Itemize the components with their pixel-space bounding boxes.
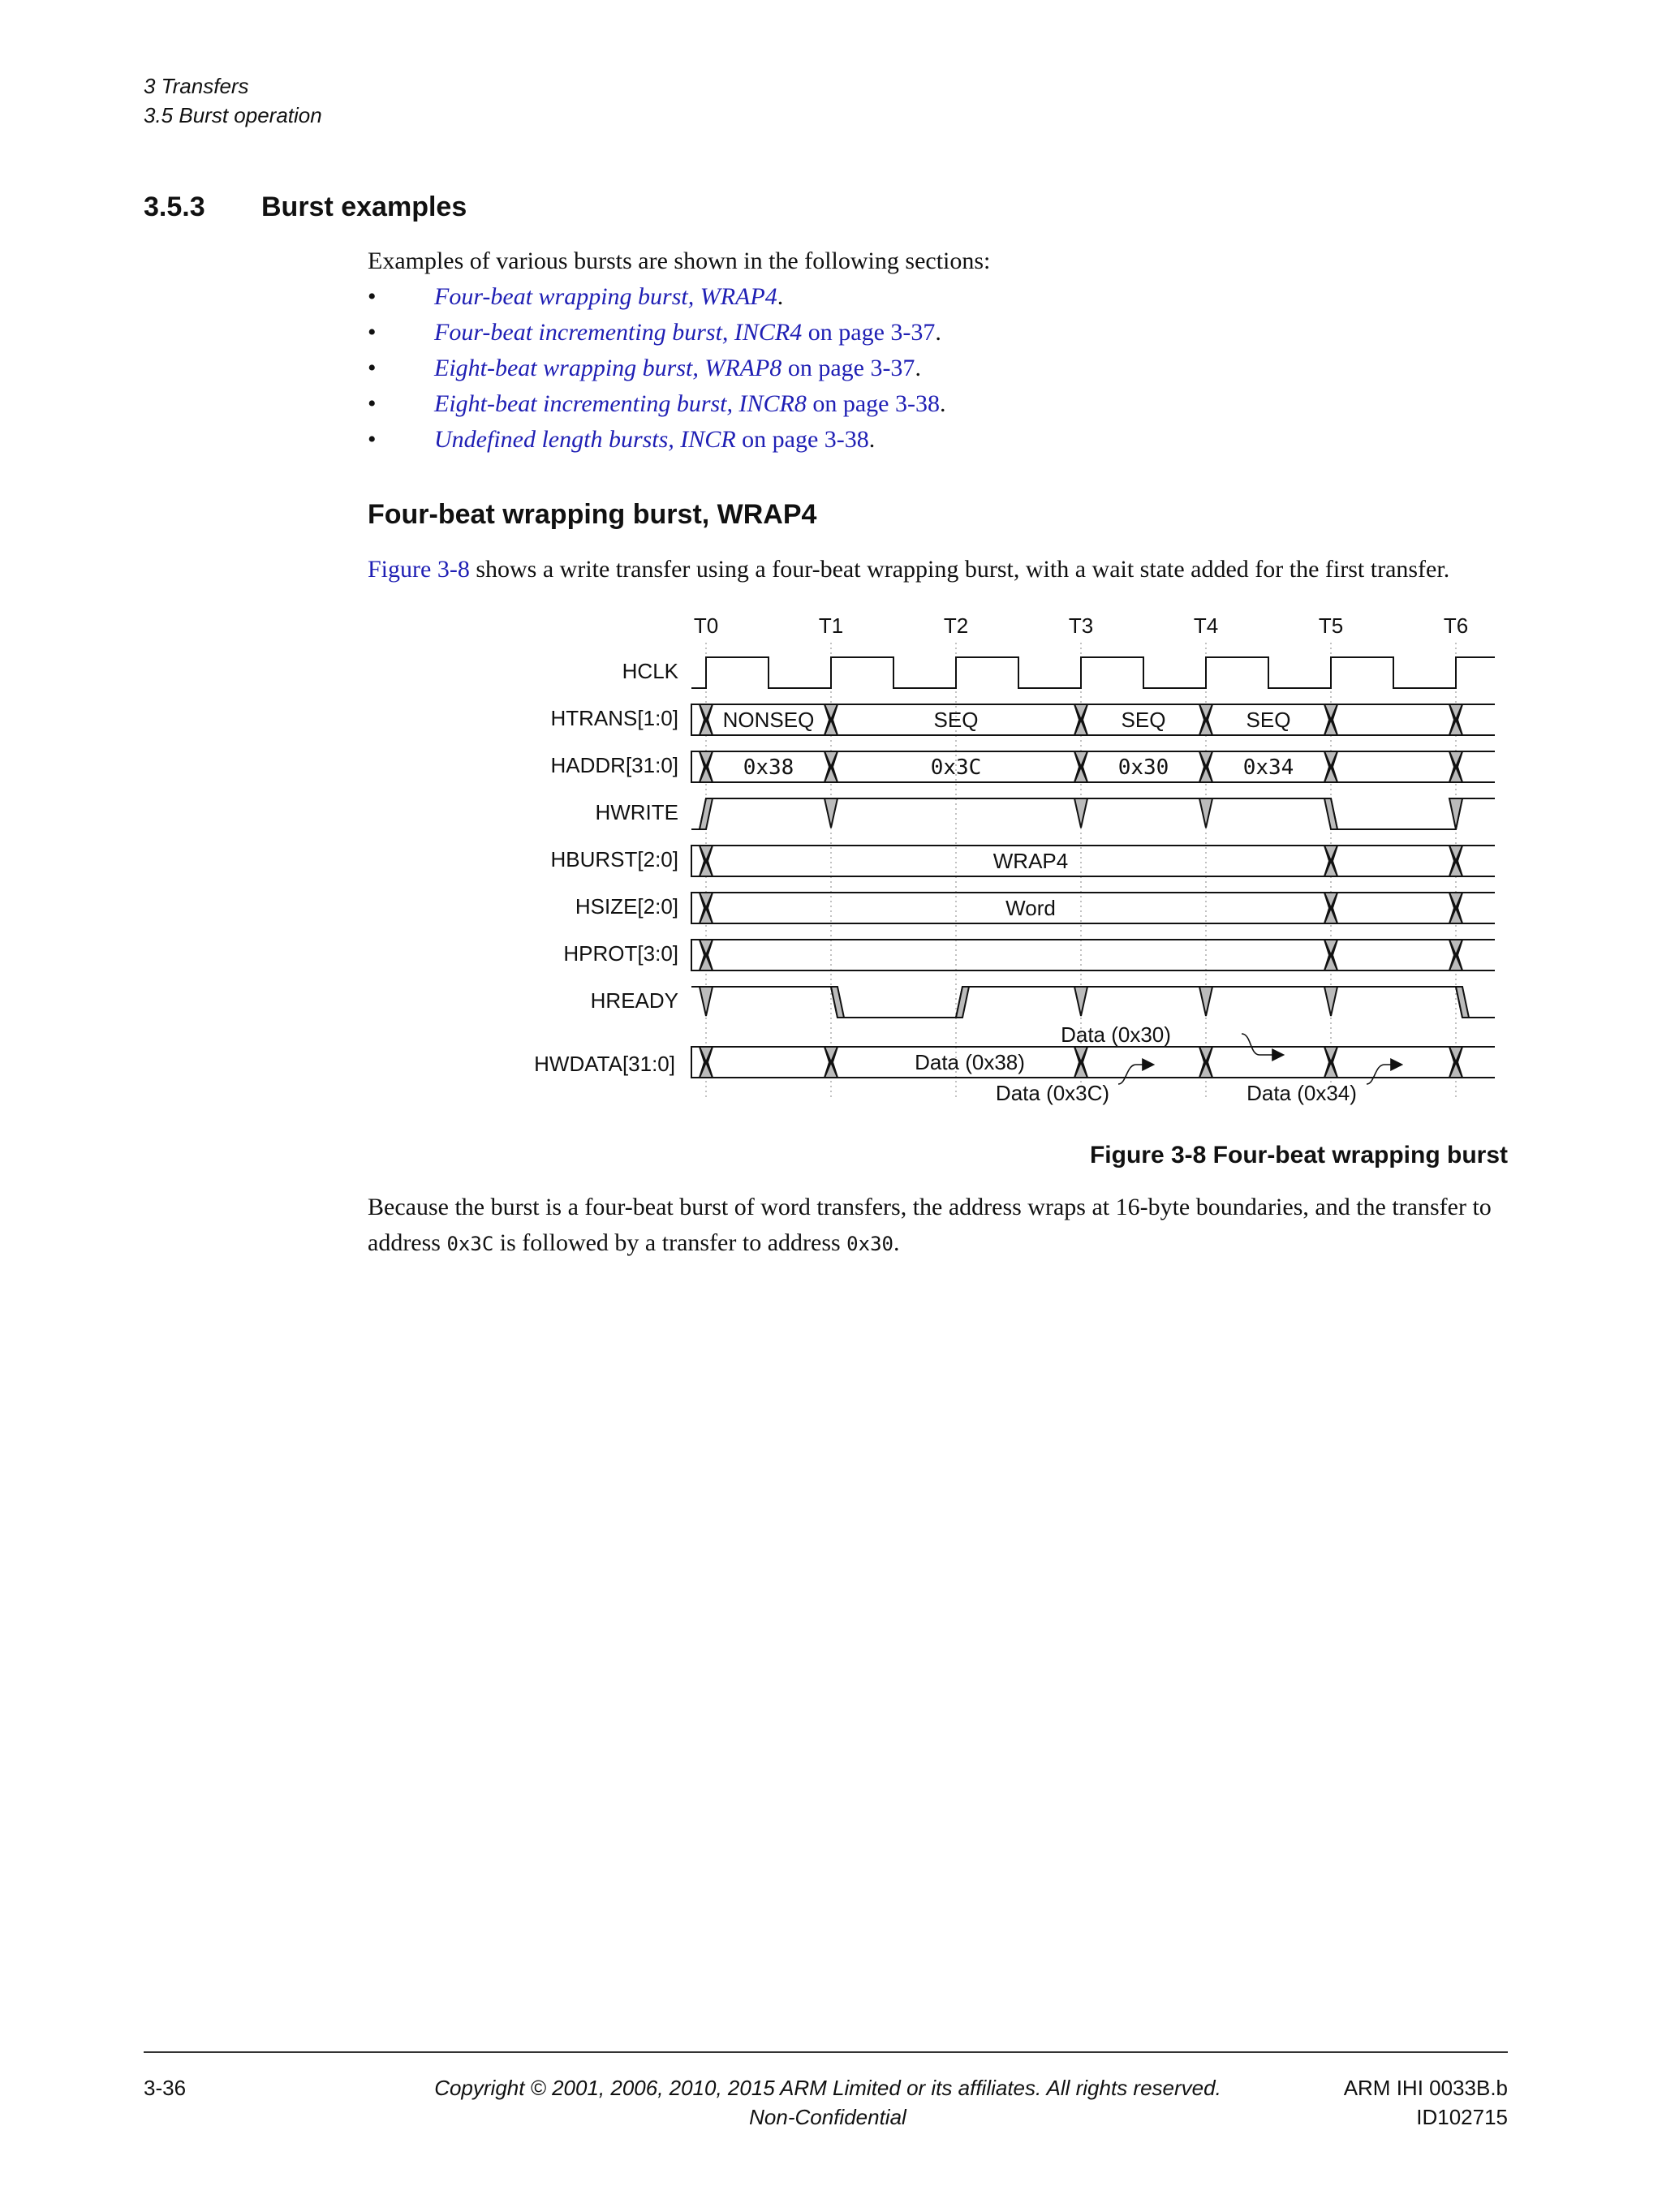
breadcrumb-section: 3.5 Burst operation xyxy=(144,103,322,127)
haddr-value-0: 0x38 xyxy=(743,755,794,780)
signal-name-hwrite: HWRITE xyxy=(595,800,678,824)
hready-waveform xyxy=(691,987,1495,1018)
inline-code: 0x30 xyxy=(846,1233,893,1255)
signal-name-hburst: HBURST[2:0] xyxy=(550,847,678,871)
htrans-value-2: SEQ xyxy=(1121,708,1166,732)
hburst-waveform xyxy=(691,846,1495,876)
section-title: Burst examples xyxy=(261,192,467,222)
xref-link-wrap8[interactable]: Eight-beat wrapping burst, WRAP8 on page 3-37 xyxy=(434,355,915,381)
hwdata-waveform xyxy=(691,1047,1495,1078)
signal-name-hsize: HSIZE[2:0] xyxy=(575,894,678,919)
signal-name-hready: HREADY xyxy=(590,988,678,1013)
figure-ref-link[interactable]: Figure 3-8 xyxy=(368,556,470,583)
haddr-value-3: 0x34 xyxy=(1242,755,1294,780)
htrans-value-1: SEQ xyxy=(933,708,979,732)
document-version: ID102715 xyxy=(1416,2105,1508,2129)
inline-code: 0x3C xyxy=(446,1233,494,1255)
copyright-notice xyxy=(381,2073,1274,2132)
clock-label-t6: T6 xyxy=(1443,613,1469,638)
hsize-value: Word xyxy=(1005,896,1056,920)
clock-label-t5: T5 xyxy=(1318,613,1344,638)
clock-label-t2: T2 xyxy=(943,613,969,638)
subsection-title: Four-beat wrapping burst, WRAP4 xyxy=(368,499,817,530)
section-number: 3.5.3 xyxy=(144,192,205,222)
hprot-waveform xyxy=(691,940,1495,970)
figure-intro-text: shows a write transfer using a four-beat wrapping burst, with a wait state added for the first transfer. xyxy=(469,556,1450,583)
clock-label-t0: T0 xyxy=(693,613,719,638)
xref-link-incr[interactable]: Undefined length bursts, INCR on page 3-38 xyxy=(434,426,869,453)
figure-caption: Figure 3-8 Four-beat wrapping burst xyxy=(1089,1142,1508,1168)
xref-link-wrap4[interactable]: Four-beat wrapping burst, WRAP4 xyxy=(434,283,777,310)
htrans-value-3: SEQ xyxy=(1246,708,1291,732)
hwdata-annotation-0x34: Data (0x34) xyxy=(1246,1081,1357,1105)
signal-name-hprot: HPROT[3:0] xyxy=(563,941,678,966)
footer-divider xyxy=(144,2051,1508,2053)
hsize-waveform xyxy=(691,893,1495,923)
bullet-glyph: • xyxy=(368,283,377,310)
section-intro: Examples of various bursts are shown in the following sections: xyxy=(368,247,991,274)
hwdata-annotation-0x3c: Data (0x3C) xyxy=(995,1081,1110,1105)
confidentiality-label: Non-Confidential xyxy=(749,2105,906,2129)
clock-label-t3: T3 xyxy=(1068,613,1094,638)
hwrite-waveform xyxy=(691,798,1495,829)
signal-name-htrans: HTRANS[1:0] xyxy=(550,706,678,730)
hwdata-annotation-0x30: Data (0x30) xyxy=(1061,1022,1171,1047)
signal-name-hwdata: HWDATA[31:0] xyxy=(534,1052,675,1076)
haddr-value-1: 0x3C xyxy=(930,755,982,780)
document-number: ARM IHI 0033B.b xyxy=(1343,2076,1508,2100)
copyright-text: Copyright © 2001, 2006, 2010, 2015 ARM Limited or its affiliates. All rights reserved. xyxy=(434,2076,1221,2100)
xref-link-incr4[interactable]: Four-beat incrementing burst, INCR4 on page 3-37 xyxy=(434,319,936,346)
clock-label-t1: T1 xyxy=(818,613,844,638)
timing-diagram xyxy=(519,610,1509,1113)
haddr-value-2: 0x30 xyxy=(1117,755,1169,780)
signal-name-haddr: HADDR[31:0] xyxy=(550,753,678,777)
htrans-value-0: NONSEQ xyxy=(722,708,815,732)
bullet-glyph: • xyxy=(368,426,377,453)
breadcrumb-chapter: 3 Transfers xyxy=(144,74,249,98)
hwdata-value: Data (0x38) xyxy=(915,1050,1025,1074)
figure-intro xyxy=(368,552,1449,587)
body-paragraph: Because the burst is a four-beat burst of word transfers, the address wraps at 16-byte boundaries, and the transfer to address 0x3C is followed by a transfer to address 0x30. xyxy=(368,1194,1492,1256)
hclk-waveform xyxy=(691,657,1495,688)
haddr-waveform xyxy=(691,751,1495,782)
bullet-glyph: • xyxy=(368,390,377,417)
bullet-glyph: • xyxy=(368,319,377,346)
clock-label-t4: T4 xyxy=(1193,613,1219,638)
signal-name-hclk: HCLK xyxy=(622,659,678,683)
hburst-value: WRAP4 xyxy=(992,849,1069,873)
bullet-glyph: • xyxy=(368,355,377,381)
xref-link-incr8[interactable]: Eight-beat incrementing burst, INCR8 on page 3-38 xyxy=(434,390,940,417)
breadcrumb xyxy=(144,71,322,130)
document-id xyxy=(1344,2073,1508,2132)
page-number: 3-36 xyxy=(144,2076,187,2100)
